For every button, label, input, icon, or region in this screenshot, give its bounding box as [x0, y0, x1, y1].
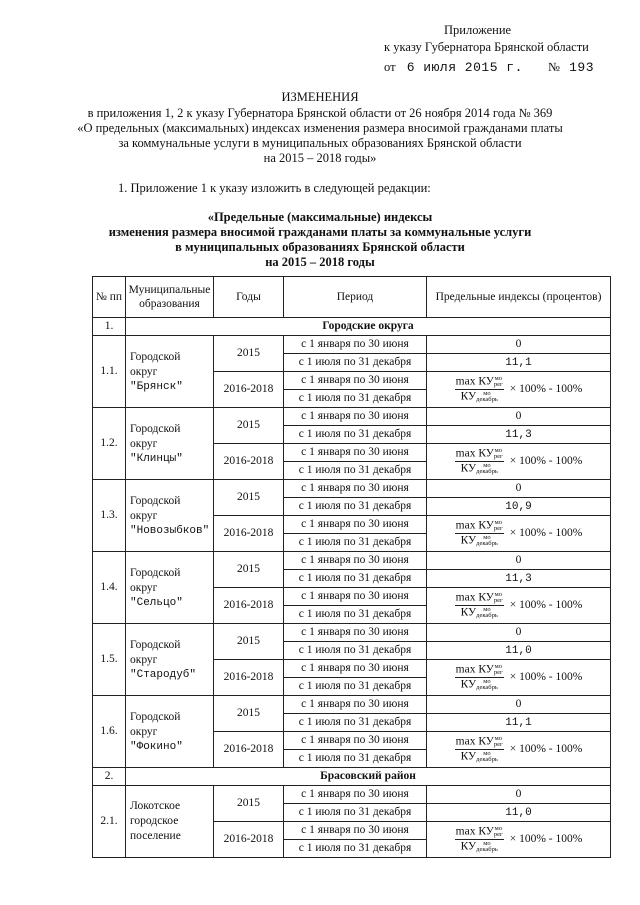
group-name: Городские округа: [126, 318, 611, 336]
period-cell: с 1 июля по 31 декабря: [284, 606, 427, 624]
year-cell: 2015: [214, 408, 284, 444]
index-value: 11,3: [427, 570, 611, 588]
period-cell: с 1 января по 30 июня: [284, 444, 427, 462]
formula-numerator: [455, 826, 504, 840]
formula-den-main: КУ: [460, 534, 477, 547]
year-cell: 2015: [214, 696, 284, 732]
index-formula-fraction: [455, 664, 504, 691]
formula-num-sub: рег: [493, 453, 503, 460]
period-cell: с 1 июля по 31 декабря: [284, 840, 427, 858]
title-line-1: в приложения 1, 2 к указу Губернатора Брянской области от 26 ноября 2014 года № 369: [87, 106, 553, 120]
title-line-4: на 2015 – 2018 годы»: [263, 151, 377, 165]
table-header-row: [93, 277, 611, 318]
subtitle-line-4: на 2015 – 2018 годы: [265, 255, 375, 269]
formula-numerator: [455, 448, 504, 462]
municipality-name-line: поселение: [130, 830, 181, 842]
header-period: Период: [284, 277, 427, 318]
formula-numerator: [455, 376, 504, 390]
index-value: 0: [427, 336, 611, 354]
period-cell: с 1 января по 30 июня: [284, 516, 427, 534]
formula-den-sup: мо: [483, 678, 491, 685]
table-row: [93, 624, 611, 642]
year-cell: 2015: [214, 552, 284, 588]
group-num: 2.: [93, 768, 126, 786]
index-value: 11,3: [427, 426, 611, 444]
period-cell: с 1 января по 30 июня: [284, 786, 427, 804]
table-row: [93, 480, 611, 498]
index-formula-fraction: [455, 826, 504, 853]
formula-den-sub: декабрь: [476, 540, 498, 547]
formula-num-main: max КУ: [455, 447, 494, 460]
decree-date: 6 июля 2015 г.: [406, 60, 523, 75]
period-cell: с 1 января по 30 июня: [284, 696, 427, 714]
formula-tail: × 100% - 100%: [509, 671, 583, 683]
period-cell: с 1 июля по 31 декабря: [284, 534, 427, 552]
formula-numerator: [455, 736, 504, 750]
formula-num-main: max КУ: [455, 825, 494, 838]
municipality-name-line: округ: [130, 365, 158, 378]
municipality-name-line: Городской: [130, 350, 181, 363]
municipality-name-line: Городской: [130, 494, 181, 507]
year-cell: 2015: [214, 336, 284, 372]
period-cell: с 1 июля по 31 декабря: [284, 354, 427, 372]
municipality-name: [126, 786, 214, 858]
formula-den-sup: мо: [483, 462, 491, 469]
row-num: 1.1.: [93, 336, 126, 408]
municipality-name-line: округ: [130, 581, 158, 594]
period-cell: с 1 января по 30 июня: [284, 372, 427, 390]
formula-num-sup: мо: [494, 375, 503, 382]
index-formula-fraction: [455, 448, 504, 475]
municipality-name-line: Городской: [130, 566, 181, 579]
formula-num-sub: рег: [493, 741, 503, 748]
group-row: [93, 768, 611, 786]
formula-denominator: [455, 750, 504, 763]
period-cell: с 1 июля по 31 декабря: [284, 804, 427, 822]
formula-den-sub: декабрь: [476, 612, 498, 619]
municipality-name-line: "Новозыбков": [130, 524, 210, 537]
index-formula: [427, 372, 611, 408]
formula-denominator: [455, 534, 504, 547]
index-value: 11,1: [427, 714, 611, 732]
row-num: 1.2.: [93, 408, 126, 480]
municipality-name-line: округ: [130, 725, 158, 738]
formula-num-sub: рег: [493, 831, 503, 838]
period-cell: с 1 июля по 31 декабря: [284, 426, 427, 444]
table-row: [93, 408, 611, 426]
formula-tail: × 100% - 100%: [509, 743, 583, 755]
index-formula: [427, 588, 611, 624]
year-cell: 2016-2018: [214, 372, 284, 408]
municipality-name-line: "Фокино": [130, 740, 183, 753]
municipality-name: [126, 336, 214, 408]
index-value: 11,0: [427, 804, 611, 822]
municipality-name-line: округ: [130, 509, 158, 522]
formula-tail: × 100% - 100%: [509, 383, 583, 395]
municipality-name-line: округ: [130, 653, 158, 666]
period-cell: с 1 января по 30 июня: [284, 822, 427, 840]
municipality-name-line: округ: [130, 437, 158, 450]
formula-den-sub: декабрь: [476, 468, 498, 475]
period-cell: с 1 января по 30 июня: [284, 408, 427, 426]
formula-den-sub: декабрь: [476, 684, 498, 691]
municipality-name-line: городское: [130, 815, 179, 827]
year-cell: 2016-2018: [214, 588, 284, 624]
appendix-label: Приложение: [444, 23, 512, 37]
decree-reference: к указу Губернатора Брянской области: [384, 40, 589, 54]
subtitle-line-1: «Предельные (максимальные) индексы: [207, 210, 433, 224]
municipality-name-line: Городской: [130, 638, 181, 651]
index-value: 11,0: [427, 642, 611, 660]
year-cell: 2015: [214, 624, 284, 660]
formula-den-main: КУ: [460, 840, 477, 853]
municipality-name-line: Городской: [130, 710, 181, 723]
municipality-name-line: Городской: [130, 422, 181, 435]
year-cell: 2015: [214, 786, 284, 822]
row-num: 1.4.: [93, 552, 126, 624]
index-value: 11,1: [427, 354, 611, 372]
formula-denominator: [455, 678, 504, 691]
formula-tail: × 100% - 100%: [509, 527, 583, 539]
formula-num-sub: рег: [493, 525, 503, 532]
formula-den-sup: мо: [483, 390, 491, 397]
formula-den-sup: мо: [483, 606, 491, 613]
period-cell: с 1 июля по 31 декабря: [284, 714, 427, 732]
period-cell: с 1 января по 30 июня: [284, 588, 427, 606]
formula-den-sup: мо: [483, 840, 491, 847]
period-cell: с 1 июля по 31 декабря: [284, 390, 427, 408]
formula-num-sub: рег: [493, 381, 503, 388]
date-prefix: от: [384, 60, 396, 74]
index-formula: [427, 822, 611, 858]
period-cell: с 1 января по 30 июня: [284, 552, 427, 570]
formula-numerator: [455, 520, 504, 534]
formula-denominator: [455, 840, 504, 853]
index-formula-fraction: [455, 592, 504, 619]
period-cell: с 1 января по 30 июня: [284, 480, 427, 498]
formula-den-main: КУ: [460, 678, 477, 691]
municipality-name: [126, 408, 214, 480]
table-row: [93, 696, 611, 714]
year-cell: 2016-2018: [214, 660, 284, 696]
period-cell: с 1 января по 30 июня: [284, 732, 427, 750]
period-cell: с 1 января по 30 июня: [284, 624, 427, 642]
index-formula: [427, 732, 611, 768]
formula-denominator: [455, 390, 504, 403]
formula-num-sup: мо: [494, 663, 503, 670]
title-line-3: за коммунальные услуги в муниципальных образованиях Брянской области: [118, 136, 522, 150]
formula-den-sup: мо: [483, 750, 491, 757]
row-num: 2.1.: [93, 786, 126, 858]
year-cell: 2015: [214, 480, 284, 516]
formula-numerator: [455, 664, 504, 678]
formula-num-sup: мо: [494, 519, 503, 526]
formula-num-sub: рег: [493, 597, 503, 604]
period-cell: с 1 июля по 31 декабря: [284, 678, 427, 696]
row-num: 1.3.: [93, 480, 126, 552]
formula-num-main: max КУ: [455, 663, 494, 676]
index-value: 0: [427, 552, 611, 570]
title-line-2: «О предельных (максимальных) индексах изменения размера вносимой гражданами платы: [77, 121, 563, 135]
formula-den-main: КУ: [460, 750, 477, 763]
formula-tail: × 100% - 100%: [509, 455, 583, 467]
header-mo: Муниципальные образования: [126, 277, 214, 318]
index-formula-fraction: [455, 736, 504, 763]
municipality-name: [126, 552, 214, 624]
formula-den-main: КУ: [460, 390, 477, 403]
group-row: [93, 318, 611, 336]
formula-num-main: max КУ: [455, 591, 494, 604]
index-formula: [427, 516, 611, 552]
formula-num-sup: мо: [494, 591, 503, 598]
formula-numerator: [455, 592, 504, 606]
subtitle-line-2: изменения размера вносимой гражданами платы за коммунальные услуги: [108, 225, 532, 239]
year-cell: 2016-2018: [214, 732, 284, 768]
period-cell: с 1 июля по 31 декабря: [284, 498, 427, 516]
formula-tail: × 100% - 100%: [509, 599, 583, 611]
formula-num-sup: мо: [494, 735, 503, 742]
formula-den-main: КУ: [460, 606, 477, 619]
header-years: Годы: [214, 277, 284, 318]
year-cell: 2016-2018: [214, 822, 284, 858]
formula-den-sub: декабрь: [476, 396, 498, 403]
index-formula-fraction: [455, 520, 504, 547]
formula-num-sub: рег: [493, 669, 503, 676]
table-row: [93, 786, 611, 804]
year-cell: 2016-2018: [214, 444, 284, 480]
period-cell: с 1 января по 30 июня: [284, 660, 427, 678]
table-row: [93, 552, 611, 570]
formula-den-sup: мо: [483, 534, 491, 541]
index-value: 10,9: [427, 498, 611, 516]
decree-date-line: [384, 59, 594, 76]
instruction-text: 1. Приложение 1 к указу изложить в следующей редакции:: [118, 181, 431, 195]
row-num: 1.6.: [93, 696, 126, 768]
indexes-table: [92, 276, 611, 858]
period-cell: с 1 января по 30 июня: [284, 336, 427, 354]
formula-den-sub: декабрь: [476, 846, 498, 853]
group-name: Брасовский район: [126, 768, 611, 786]
municipality-name-line: "Брянск": [130, 380, 183, 393]
formula-denominator: [455, 462, 504, 475]
table-row: [93, 336, 611, 354]
number-prefix: №: [548, 60, 560, 74]
municipality-name-line: "Клинцы": [130, 452, 183, 465]
formula-denominator: [455, 606, 504, 619]
index-value: 0: [427, 408, 611, 426]
row-num: 1.5.: [93, 624, 126, 696]
formula-num-main: max КУ: [455, 519, 494, 532]
formula-tail: × 100% - 100%: [509, 833, 583, 845]
municipality-name: [126, 696, 214, 768]
municipality-name: [126, 480, 214, 552]
formula-den-sub: декабрь: [476, 756, 498, 763]
group-num: 1.: [93, 318, 126, 336]
index-value: 0: [427, 786, 611, 804]
year-cell: 2016-2018: [214, 516, 284, 552]
municipality-name-line: "Сельцо": [130, 596, 183, 609]
municipality-name-line: Локотское: [130, 800, 181, 812]
formula-num-main: max КУ: [455, 735, 494, 748]
period-cell: с 1 июля по 31 декабря: [284, 462, 427, 480]
municipality-name: [126, 624, 214, 696]
decree-number: 193: [569, 60, 594, 75]
header-num: № пп: [93, 277, 126, 318]
index-value: 0: [427, 696, 611, 714]
index-value: 0: [427, 624, 611, 642]
index-formula: [427, 660, 611, 696]
changes-heading: ИЗМЕНЕНИЯ: [281, 90, 359, 104]
header-index: Предельные индексы (процентов): [427, 277, 611, 318]
municipality-name-line: "Стародуб": [130, 668, 197, 681]
subtitle-line-3: в муниципальных образованиях Брянской области: [175, 240, 465, 254]
formula-den-main: КУ: [460, 462, 477, 475]
formula-num-main: max КУ: [455, 375, 494, 388]
index-value: 0: [427, 480, 611, 498]
index-formula: [427, 444, 611, 480]
formula-num-sup: мо: [494, 825, 503, 832]
formula-num-sup: мо: [494, 447, 503, 454]
index-formula-fraction: [455, 376, 504, 403]
period-cell: с 1 июля по 31 декабря: [284, 750, 427, 768]
period-cell: с 1 июля по 31 декабря: [284, 642, 427, 660]
period-cell: с 1 июля по 31 декабря: [284, 570, 427, 588]
